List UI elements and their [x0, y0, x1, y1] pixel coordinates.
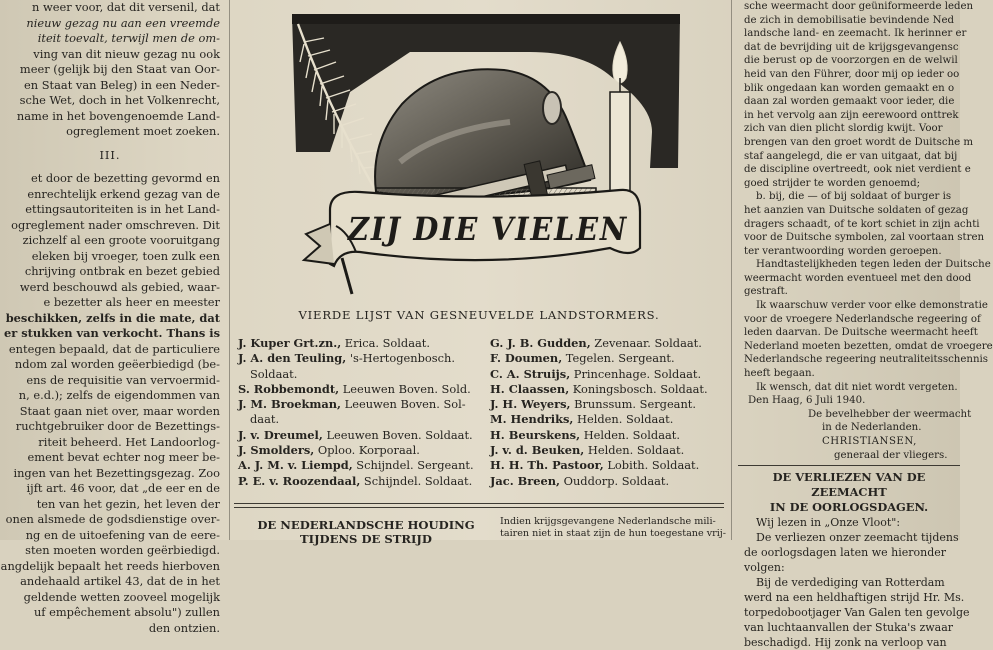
text-line: ijft art. 46 voor, dat „de eer en de	[26, 481, 220, 495]
text-line: brengen van den groet wordt de Duitsche m	[744, 136, 974, 148]
entry-detail: Koningsbosch. Soldaat.	[569, 381, 708, 396]
list-item	[490, 412, 724, 427]
text-line: uf empêchement absolu") zullen	[33, 605, 220, 619]
text-line: ens de requisitie van vervoermid-	[26, 372, 220, 387]
text-line: ter verantwoording worden geroepen.	[744, 245, 942, 257]
text-line: ement bevat echter nog meer be-	[27, 450, 220, 464]
list-item	[490, 458, 724, 473]
entry-detail: daat.	[250, 412, 280, 427]
entry-detail: Helden. Soldaat.	[580, 427, 681, 442]
text-line: name in het bovengenoemde Land-	[16, 108, 220, 123]
list-item	[490, 428, 724, 443]
entry-detail: 's-Hertogenbosch.	[346, 351, 455, 366]
text-line: tairen niet in staat zijn de hun toegestane vrij-	[500, 528, 726, 539]
list-item	[238, 443, 488, 458]
text-line: zich van dien plicht slordig kwijt. Voor	[744, 123, 943, 135]
entry-name: P. E. v. Roozendaal,	[238, 473, 361, 488]
signature-title: in de Nederlanden.	[822, 422, 922, 434]
text-line: Wij lezen in „Onze Vloot":	[756, 516, 901, 530]
section-divider	[234, 507, 724, 508]
text-line: ng en de uitoefening van de eere-	[25, 527, 220, 542]
section-headline-line-2: IN DE OORLOGSDAGEN.	[769, 500, 929, 515]
entry-detail: Schijndel. Soldaat.	[360, 473, 473, 488]
text-line: eleken bij vroeger, toen zulk een	[31, 248, 220, 263]
text-line: heeft begaan.	[744, 368, 815, 380]
entry-name: J. v. Dreumel,	[238, 427, 323, 442]
text-line: die berust op de voorzorgen en de welwil	[744, 55, 958, 67]
text-line: sche Wet, doch in het Volkenrecht,	[19, 93, 220, 107]
entry-name: J. Smolders,	[238, 443, 315, 458]
text-line: ten van het gezin, het leven der	[36, 496, 220, 511]
text-line: er stukken van verkocht. Thans is	[4, 326, 220, 340]
banner-text: ZIJ DIE VIELEN	[346, 210, 628, 248]
text-line: Bij de verdediging van Rotterdam	[756, 576, 945, 590]
list-item	[238, 351, 488, 366]
text-line: daan zal worden gemaakt voor ieder, die	[744, 96, 955, 108]
text-line: beschikken, zelfs in die mate, dat	[5, 310, 220, 325]
text-line: voor de Duitsche symbolen, zal voortaan stren	[744, 232, 985, 244]
entry-name: J. A. den Teuling,	[238, 351, 347, 366]
entry-detail: Princenhage. Soldaat.	[570, 366, 702, 381]
text-line: n, e.d.); zelfs de eigendommen van	[18, 388, 220, 402]
section-headline: DE VERLIEZEN VAN DE ZEEMACHT	[772, 470, 926, 500]
casualty-list-column-b	[490, 336, 724, 489]
memorial-column	[234, 0, 726, 546]
entry-detail: Leeuwen Boven. Soldaat.	[322, 427, 473, 442]
left-article-column	[0, 0, 224, 635]
entry-detail: Brunssum. Sergeant.	[570, 397, 697, 412]
text-line: chrijving ontbrak en bezet gebied	[24, 264, 220, 278]
bottom-headline-line-2: TIJDENS DE STRIJD	[300, 532, 432, 546]
entry-detail: Lobith. Soldaat.	[603, 458, 700, 473]
text-line: ogreglement moet zoeken.	[66, 124, 220, 138]
text-line: ogreglement nader omschreven. Dit	[11, 217, 220, 232]
memorial-illustration	[290, 12, 682, 304]
text-line: Staat gaan niet over, maar worden	[19, 403, 220, 418]
text-line: e bezetter als heer en meester	[43, 295, 220, 309]
list-item	[238, 336, 488, 351]
list-item	[238, 428, 488, 443]
text-line: nieuw gezag nu aan een vreemde	[26, 15, 220, 30]
list-item	[490, 443, 724, 458]
entry-name: G. J. B. Gudden,	[490, 336, 591, 350]
text-line: dragers schaadt, of te kort schiet in zijn achti	[744, 218, 980, 230]
text-line: riteit beheerd. Het Landoorlog-	[38, 434, 220, 449]
text-line: ndom zal worden geëerbiedigd (be-	[14, 357, 220, 371]
text-line: geldende wetten zooveel mogelijk	[23, 589, 220, 604]
text-line: de zich in demobilisatie bevindende Ned	[744, 14, 955, 26]
entry-detail: Schijndel. Sergeant.	[352, 458, 474, 473]
text-line: den ontzien.	[148, 620, 220, 635]
list-item	[490, 397, 724, 412]
list-item	[490, 367, 724, 382]
entry-name: H. Beurskens,	[490, 427, 581, 442]
text-line: volgen:	[744, 561, 785, 575]
text-line: meer (gelijk bij den Staat van Oor-	[19, 62, 220, 76]
text-line: b. bij, die — of bij soldaat of burger is	[756, 191, 952, 203]
list-item	[490, 382, 724, 397]
list-item	[238, 397, 488, 412]
list-title: VIERDE LIJST VAN GESNEUVELDE LANDSTORMERS.	[298, 308, 660, 322]
text-line: goed strijder te worden genoemd;	[744, 177, 921, 189]
signature-title: De bevelhebber der weermacht	[808, 408, 972, 420]
text-line: Indien krijgsgevangene Nederlandsche mili-	[500, 516, 716, 527]
text-line: de discipline overtreedt, ook niet verdient e	[744, 164, 971, 176]
list-item	[238, 367, 488, 382]
entry-name: F. Doumen,	[490, 351, 563, 366]
entry-detail: Leeuwen Boven. Sol-	[341, 397, 466, 412]
text-line: ving van dit nieuw gezag nu ook	[33, 46, 220, 61]
section-divider	[738, 465, 960, 466]
entry-name: H. H. Th. Pastoor,	[490, 458, 604, 473]
bottom-article-text	[500, 516, 730, 540]
entry-detail: Leeuwen Boven. Sold.	[339, 381, 471, 396]
text-line: beschadigd. Hij zonk na verloop van	[744, 636, 947, 650]
dateline: Den Haag, 6 Juli 1940.	[748, 395, 866, 407]
text-line: angdelijk bepaalt het reeds hierboven	[0, 558, 220, 573]
text-line: entegen bepaald, dat de particuliere	[8, 341, 220, 356]
entry-detail: Erica. Soldaat.	[341, 336, 430, 350]
entry-name: H. Claassen,	[490, 381, 570, 396]
casualty-list-column-a	[238, 336, 488, 489]
signature-rank: generaal der vliegers.	[834, 449, 948, 461]
section-divider	[234, 503, 724, 504]
list-item	[238, 412, 488, 427]
entry-detail: Ouddorp. Soldaat.	[560, 473, 670, 488]
text-line: blik ongedaan kan worden gemaakt en o	[744, 82, 955, 94]
list-item	[238, 458, 488, 473]
text-line: het aanzien van Duitsche soldaten of gezag	[744, 204, 969, 216]
text-line: iteit toevalt, terwijl men de om-	[37, 31, 220, 45]
text-line: n weer voor, dat dit versenil, dat	[32, 0, 220, 14]
entry-detail: Tegelen. Sergeant.	[562, 351, 675, 366]
list-item	[490, 474, 724, 489]
list-item	[238, 382, 488, 397]
text-line: weermacht worden eventueel met den dood	[744, 272, 972, 284]
text-line: Nederlandsche regeering neutraliteitsschennis	[744, 354, 989, 366]
entry-detail: Helden. Soldaat.	[584, 443, 685, 458]
text-line: sten moeten worden geërbiedigd.	[25, 543, 220, 557]
section-number: III.	[99, 147, 121, 162]
right-article-column	[738, 0, 993, 650]
entry-name: J. Kuper Grt.zn.,	[238, 336, 342, 350]
entry-name: J. v. d. Beuken,	[490, 443, 585, 458]
text-line: en Staat van Beleg) in een Neder-	[24, 77, 220, 92]
candle	[610, 42, 630, 202]
text-line: enrechtelijk erkend gezag van de	[27, 186, 220, 201]
list-item	[490, 336, 724, 351]
text-line: Ik wensch, dat dit niet wordt vergeten.	[756, 381, 958, 393]
text-line: Nederland moeten bezetten, omdat de vroegere	[744, 340, 993, 352]
entry-name: M. Hendriks,	[490, 412, 574, 427]
column-divider	[229, 0, 230, 540]
text-line: in het vervolg aan zijn eerewoord onttrek	[744, 109, 959, 121]
column-divider	[731, 0, 732, 540]
text-line: leden daarvan. De Duitsche weermacht heeft	[744, 327, 978, 339]
text-line: landsche land- en zeemacht. Ik herinner er	[744, 28, 967, 40]
text-line: werd beschouwd als gebied, waar-	[19, 279, 220, 294]
list-item	[238, 474, 488, 489]
text-line: werd na een heldhaftigen strijd Hr. Ms.	[744, 591, 965, 605]
text-line: ruchtgebruiker door de Bezettings-	[15, 419, 220, 433]
text-line: ingen van het Bezettingsgezag. Zoo	[13, 465, 220, 480]
entry-name: Jac. Breen,	[490, 473, 561, 488]
entry-detail: Oploo. Korporaal.	[314, 443, 420, 458]
text-line: De verliezen onzer zeemacht tijdens	[756, 531, 959, 545]
entry-name: J. H. Weyers,	[490, 397, 571, 412]
entry-name: J. M. Broekman,	[238, 397, 342, 412]
text-line: voor de vroegere Nederlandsche regeering of	[744, 313, 981, 325]
text-line: dat de bevrijding uit de krijgsgevangensc	[744, 41, 959, 53]
entry-name: C. A. Struijs,	[490, 366, 571, 381]
text-line: onen alsmede de godsdienstige over-	[5, 512, 220, 526]
text-line: heid van den Führer, door mij op ieder oo	[744, 68, 960, 80]
list-item	[490, 351, 724, 366]
text-line: de oorlogsdagen laten we hieronder	[744, 546, 947, 560]
text-line: van luchtaanvallen der Stuka's zwaar	[744, 621, 954, 635]
entry-detail: Soldaat.	[250, 366, 298, 381]
bottom-headline: DE NEDERLANDSCHE HOUDING	[257, 518, 475, 532]
text-line: andehaald artikel 43, dat de in het	[20, 574, 220, 588]
text-line: zichzelf al een groote vooruitgang	[22, 233, 220, 247]
text-line: torpedobootjager Van Galen ten gevolge	[744, 606, 970, 620]
entry-detail: Helden. Soldaat.	[573, 412, 674, 427]
text-line: staf aangelegd, die er van uitgaat, dat bij	[744, 150, 958, 162]
text-line: gestraft.	[744, 286, 788, 298]
text-line: sche weermacht door geüniformeerde leden	[744, 1, 974, 12]
text-line: Handtastelijkheden tegen leden der Duitsche	[756, 259, 991, 271]
signature-name: CHRISTIANSEN,	[822, 436, 917, 447]
entry-detail: Zevenaar. Soldaat.	[590, 336, 702, 350]
entry-name: S. Robbemondt,	[238, 381, 340, 396]
entry-name: A. J. M. v. Liempd,	[238, 458, 353, 473]
text-line: et door de bezetting gevormd en	[30, 171, 220, 185]
text-line: ettingsautoriteiten is in het Land-	[25, 202, 220, 216]
text-line: Ik waarschuw verder voor elke demonstratie	[756, 300, 988, 312]
